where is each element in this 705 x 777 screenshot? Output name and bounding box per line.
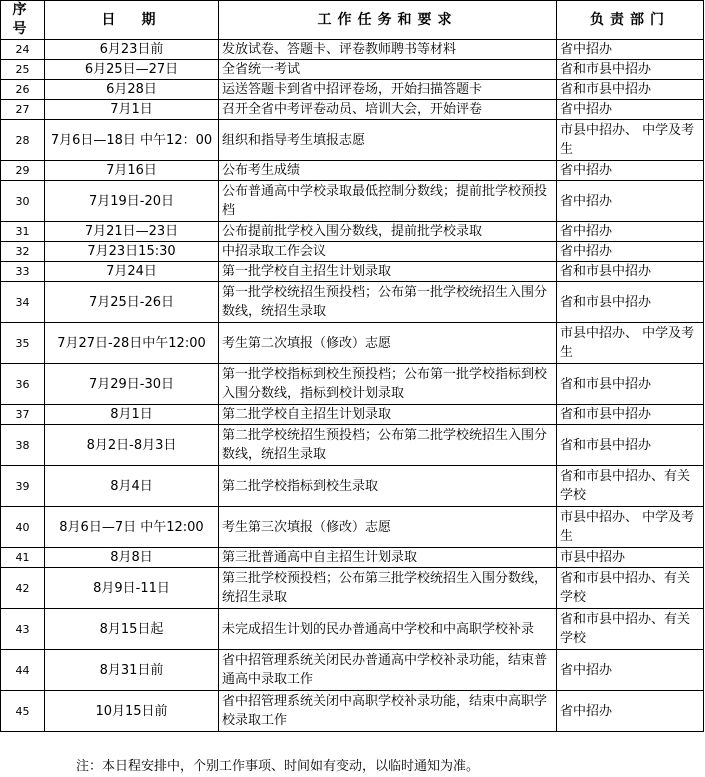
table-row [1, 262, 704, 282]
table-row [1, 364, 704, 405]
row-date: 8月9日-11日 [45, 568, 219, 609]
row-task: 未完成招生计划的民办普通高中学校和中高职学校补录 [219, 609, 557, 650]
row-dept: 省和市县中招办 [557, 405, 704, 425]
row-no: 32 [1, 242, 45, 262]
table-row [1, 120, 704, 161]
row-date: 8月8日 [45, 548, 219, 568]
table-row [1, 80, 704, 100]
row-date: 7月16日 [45, 161, 219, 181]
row-date: 7月23日15:30 [45, 242, 219, 262]
header-no: 序号 [1, 1, 45, 40]
row-dept: 省中招办 [557, 242, 704, 262]
footnote: 注：本日程安排中，个别工作事项、时间如有变动，以临时通知为准。 [76, 759, 480, 774]
row-task: 组织和指导考生填报志愿 [219, 120, 557, 161]
row-task: 考生第三次填报（修改）志愿 [219, 507, 557, 548]
row-date: 7月27日-28日中午12:00 [45, 323, 219, 364]
table-row [1, 568, 704, 609]
row-dept: 省中招办 [557, 691, 704, 732]
row-no: 33 [1, 262, 45, 282]
row-no: 29 [1, 161, 45, 181]
row-dept: 省和市县中招办 [557, 364, 704, 405]
row-no: 25 [1, 60, 45, 80]
row-no: 35 [1, 323, 45, 364]
row-date: 10月15日前 [45, 691, 219, 732]
row-no: 34 [1, 282, 45, 323]
row-date: 8月31日前 [45, 650, 219, 691]
header-date: 日 期 [45, 1, 219, 40]
table-row [1, 548, 704, 568]
table-row [1, 425, 704, 466]
row-task: 公布普通高中学校录取最低控制分数线；提前批学校预投档 [219, 181, 557, 222]
row-task: 第三批普通高中自主招生计划录取 [219, 548, 557, 568]
row-dept: 省和市县中招办 [557, 80, 704, 100]
row-date: 6月28日 [45, 80, 219, 100]
row-dept: 省和市县中招办 [557, 60, 704, 80]
row-no: 24 [1, 40, 45, 60]
row-no: 43 [1, 609, 45, 650]
row-dept: 省中招办 [557, 40, 704, 60]
row-dept: 省和市县中招办 [557, 425, 704, 466]
table-row [1, 282, 704, 323]
row-task: 第二批学校自主招生计划录取 [219, 405, 557, 425]
table-row [1, 691, 704, 732]
row-task: 公布考生成绩 [219, 161, 557, 181]
table-row [1, 222, 704, 242]
row-dept: 省中招办 [557, 222, 704, 242]
row-task: 第二批学校统招生预投档；公布第二批学校统招生入围分数线，统招生录取 [219, 425, 557, 466]
table-row [1, 242, 704, 262]
table-row [1, 405, 704, 425]
row-dept: 省中招办 [557, 100, 704, 120]
row-date: 8月15日起 [45, 609, 219, 650]
row-no: 31 [1, 222, 45, 242]
table-row [1, 650, 704, 691]
row-no: 40 [1, 507, 45, 548]
row-no: 45 [1, 691, 45, 732]
row-task: 第一批学校自主招生计划录取 [219, 262, 557, 282]
row-dept: 市县中招办 [557, 548, 704, 568]
row-date: 7月19日-20日 [45, 181, 219, 222]
row-no: 26 [1, 80, 45, 100]
row-no: 27 [1, 100, 45, 120]
table-row [1, 507, 704, 548]
row-date: 7月24日 [45, 262, 219, 282]
row-task: 公布提前批学校入围分数线，提前批学校录取 [219, 222, 557, 242]
table-row [1, 40, 704, 60]
row-date: 7月6日—18日 中午12：00 [45, 120, 219, 161]
row-date: 6月23日前 [45, 40, 219, 60]
row-dept: 市县中招办、 中学及考生 [557, 323, 704, 364]
table-row [1, 323, 704, 364]
row-dept: 省和市县中招办、有关学校 [557, 466, 704, 507]
row-date: 8月4日 [45, 466, 219, 507]
row-task: 全省统一考试 [219, 60, 557, 80]
row-no: 42 [1, 568, 45, 609]
header-task: 工作任务和要求 [219, 1, 557, 40]
row-no: 37 [1, 405, 45, 425]
row-no: 36 [1, 364, 45, 405]
table-row [1, 161, 704, 181]
row-no: 30 [1, 181, 45, 222]
header-row [1, 1, 704, 40]
row-dept: 省和市县中招办 [557, 262, 704, 282]
table-row [1, 609, 704, 650]
row-dept: 市县中招办、 中学及考生 [557, 120, 704, 161]
row-date: 6月25日—27日 [45, 60, 219, 80]
row-task: 第二批学校指标到校生录取 [219, 466, 557, 507]
row-no: 44 [1, 650, 45, 691]
row-task: 省中招管理系统关闭民办普通高中学校补录功能，结束普通高中录取工作 [219, 650, 557, 691]
row-dept: 省和市县中招办 [557, 282, 704, 323]
row-task: 第三批学校预投档；公布第三批学校统招生入围分数线，统招生录取 [219, 568, 557, 609]
row-task: 考生第二次填报（修改）志愿 [219, 323, 557, 364]
row-task: 发放试卷、答题卡、评卷教师聘书等材料 [219, 40, 557, 60]
row-dept: 省中招办 [557, 650, 704, 691]
row-task: 运送答题卡到省中招评卷场，开始扫描答题卡 [219, 80, 557, 100]
table-row [1, 181, 704, 222]
row-task: 第一批学校指标到校生预投档；公布第一批学校指标到校入围分数线，指标到校计划录取 [219, 364, 557, 405]
row-date: 7月29日-30日 [45, 364, 219, 405]
row-task: 省中招管理系统关闭中高职学校补录功能，结束中高职学校录取工作 [219, 691, 557, 732]
row-no: 38 [1, 425, 45, 466]
table-row [1, 60, 704, 80]
row-date: 7月1日 [45, 100, 219, 120]
row-dept: 省中招办 [557, 181, 704, 222]
row-date: 8月6日—7日 中午12:00 [45, 507, 219, 548]
row-dept: 省中招办 [557, 161, 704, 181]
row-task: 中招录取工作会议 [219, 242, 557, 262]
row-no: 39 [1, 466, 45, 507]
row-dept: 省和市县中招办、有关学校 [557, 568, 704, 609]
row-no: 41 [1, 548, 45, 568]
row-no: 28 [1, 120, 45, 161]
row-date: 7月21日—23日 [45, 222, 219, 242]
table-row [1, 466, 704, 507]
header-dept: 负责部门 [557, 1, 704, 40]
row-dept: 省和市县中招办、有关学校 [557, 609, 704, 650]
row-task: 召开全省中考评卷动员、培训大会，开始评卷 [219, 100, 557, 120]
row-date: 8月2日-8月3日 [45, 425, 219, 466]
table-row [1, 100, 704, 120]
row-task: 第一批学校统招生预投档；公布第一批学校统招生入围分数线，统招生录取 [219, 282, 557, 323]
row-dept: 市县中招办、 中学及考生 [557, 507, 704, 548]
row-date: 7月25日-26日 [45, 282, 219, 323]
row-date: 8月1日 [45, 405, 219, 425]
